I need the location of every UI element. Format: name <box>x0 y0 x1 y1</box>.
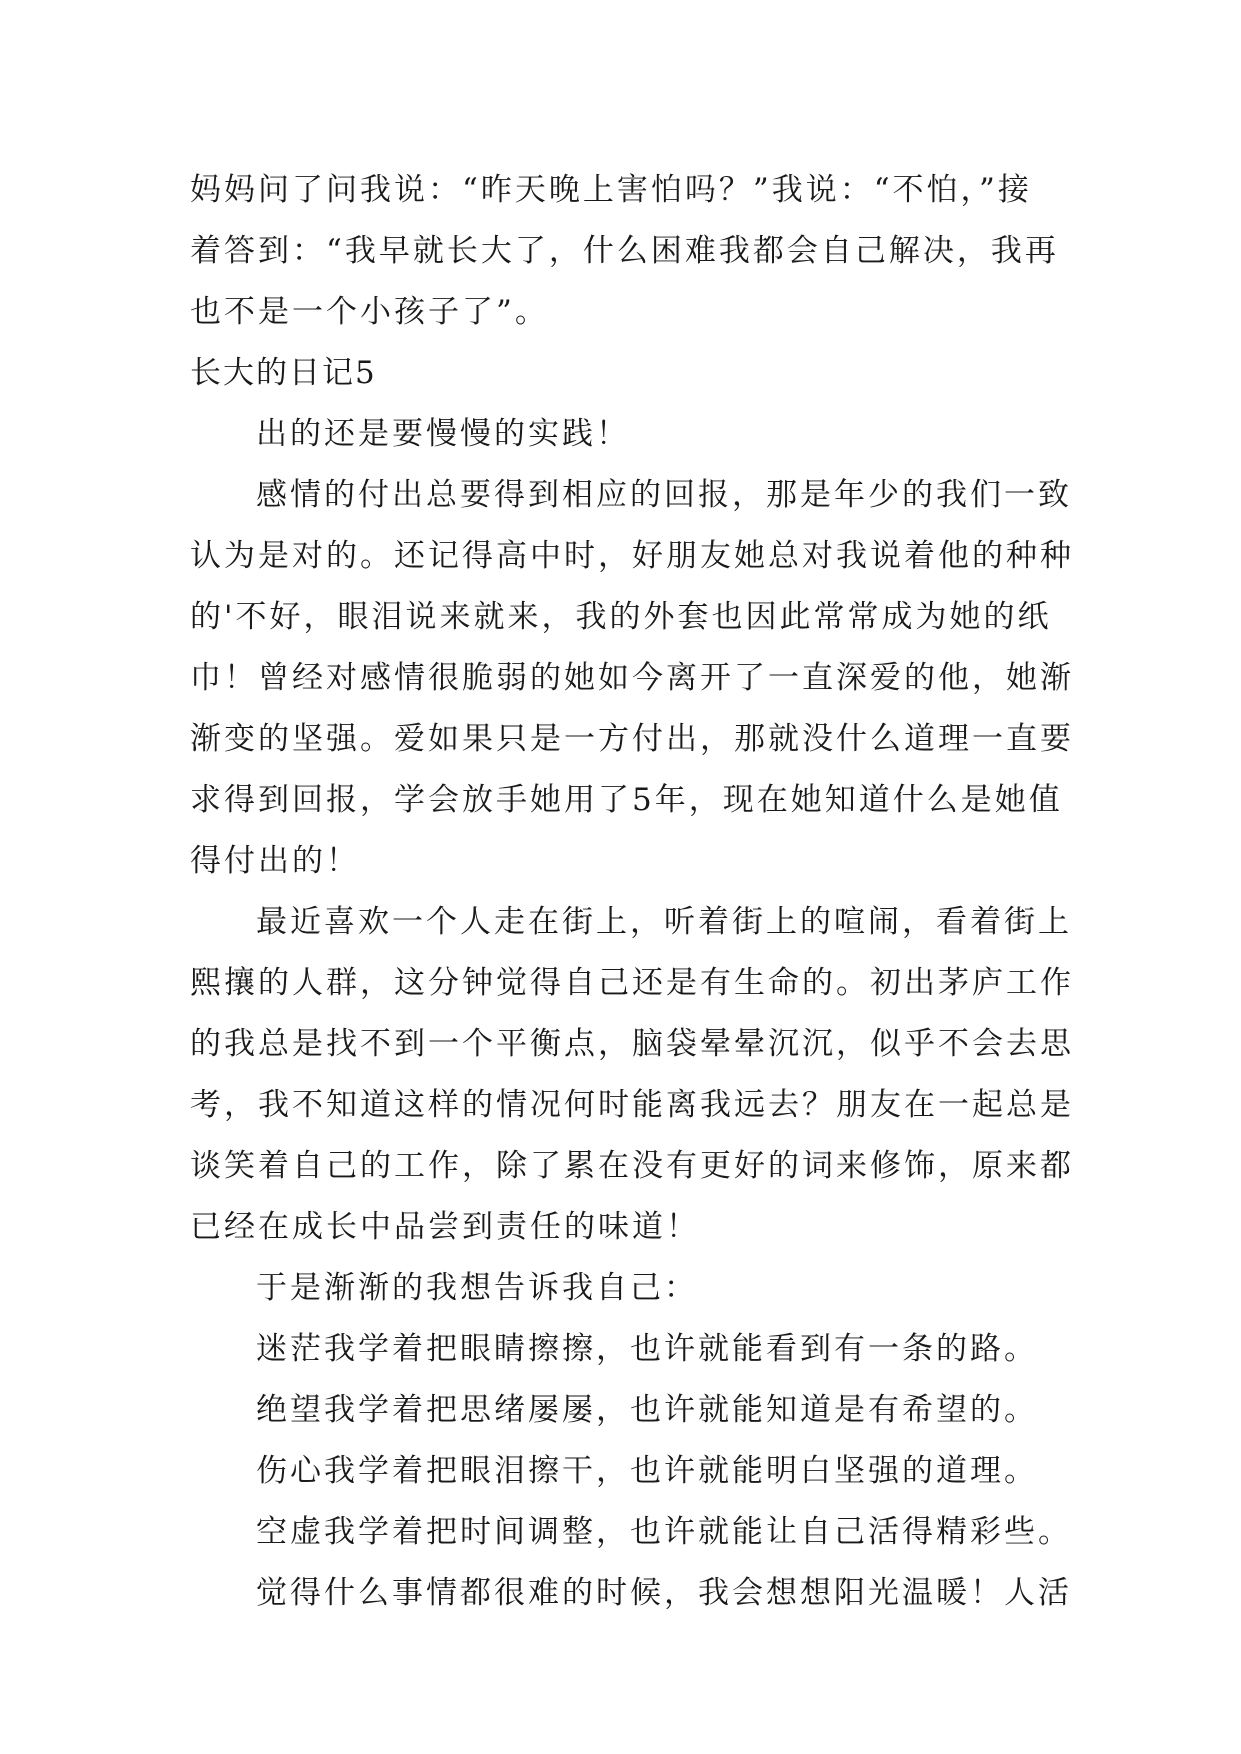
text-line: 最近喜欢一个人走在街上，听着街上的喧闹，看着街上 <box>256 904 1072 940</box>
text-line: 得付出的！ <box>190 843 360 879</box>
text-line: 着答到：“我早就长大了，什么困难我都会自己解决，我再 <box>190 233 1059 269</box>
text-line: 绝望我学着把思绪屡屡，也许就能知道是有希望的。 <box>256 1392 1038 1428</box>
text-line: 也不是一个小孩子了”。 <box>190 294 549 330</box>
text-line: 空虚我学着把时间调整，也许就能让自己活得精彩些。 <box>256 1514 1072 1550</box>
text-line: 认为是对的。还记得高中时，好朋友她总对我说着他的种种 <box>190 538 1074 574</box>
section-heading: 长大的日记5 <box>190 355 377 391</box>
text-line: 于是渐渐的我想告诉我自己： <box>256 1270 698 1306</box>
text-line: 渐变的坚强。爱如果只是一方付出，那就没什么道理一直要 <box>190 721 1074 757</box>
text-line: 已经在成长中品尝到责任的味道！ <box>190 1209 700 1245</box>
text-line: 感情的付出总要得到相应的回报，那是年少的我们一致 <box>256 477 1072 513</box>
text-line: 妈妈问了问我说：“昨天晚上害怕吗？”我说：“不怕，”接 <box>190 172 1032 208</box>
text-line: 谈笑着自己的工作，除了累在没有更好的词来修饰，原来都 <box>190 1148 1074 1184</box>
text-line: 巾！曾经对感情很脆弱的她如今离开了一直深爱的他，她渐 <box>190 660 1074 696</box>
text-line: 伤心我学着把眼泪擦干，也许就能明白坚强的道理。 <box>256 1453 1038 1489</box>
text-line: 的我总是找不到一个平衡点，脑袋晕晕沉沉，似乎不会去思 <box>190 1026 1074 1062</box>
text-line: 迷茫我学着把眼睛擦擦，也许就能看到有一条的路。 <box>256 1331 1038 1367</box>
text-line: 的'不好，眼泪说来就来，我的外套也因此常常成为她的纸 <box>190 599 1052 635</box>
text-line: 熙攘的人群，这分钟觉得自己还是有生命的。初出茅庐工作 <box>190 965 1074 1001</box>
document-body <box>190 160 1074 1624</box>
text-line: 考，我不知道这样的情况何时能离我远去？朋友在一起总是 <box>190 1087 1074 1123</box>
text-line: 出的还是要慢慢的实践！ <box>256 416 630 452</box>
text-line: 觉得什么事情都很难的时候，我会想想阳光温暖！人活 <box>256 1575 1072 1611</box>
text-line: 求得到回报，学会放手她用了5年，现在她知道什么是她值 <box>190 782 1063 818</box>
